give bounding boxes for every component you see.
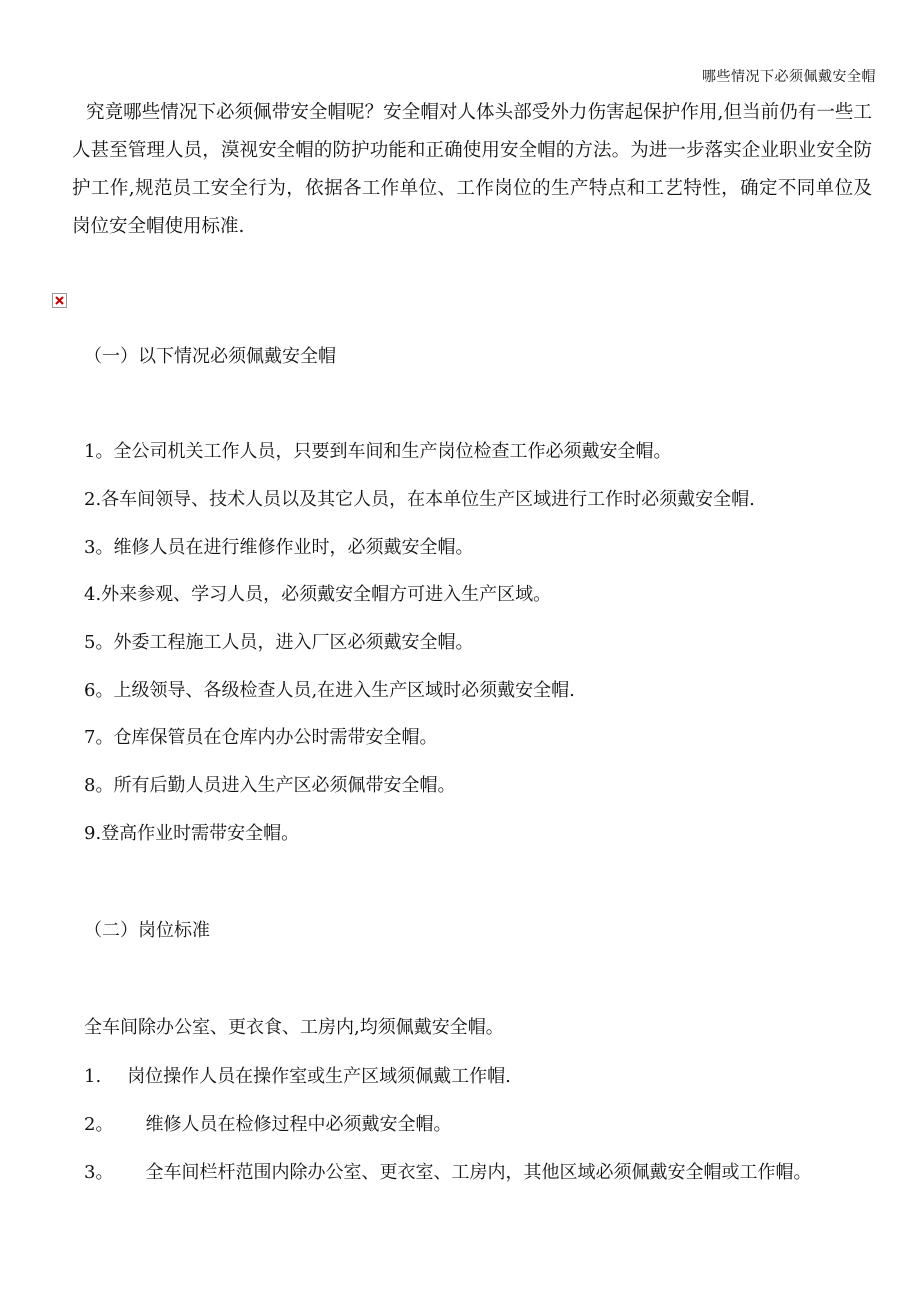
list-item: 4.外来参观、学习人员，必须戴安全帽方可进入生产区域。 [84,584,552,605]
broken-image-icon [52,293,67,308]
list-item: 7。仓库保管员在仓库内办公时需带安全帽。 [84,727,438,748]
list-item-index: 3。 [84,1162,114,1183]
section-title-1: （一）以下情况必须佩戴安全帽 [84,346,336,367]
list-item: 3。维修人员在进行维修作业时，必须戴安全帽。 [84,537,474,558]
list-item: 6。上级领导、各级检查人员,在进入生产区域时必须戴安全帽. [84,680,575,701]
list-item: 5。外委工程施工人员，进入厂区必须戴安全帽。 [84,632,474,653]
intro-paragraph: 究竟哪些情况下必须佩带安全帽呢？安全帽对人体头部受外力伤害起保护作用,但当前仍有一些工人甚至管理人员，漠视安全帽的防护功能和正确使用安全帽的方法。为进一步落实企业职业安全防护工作,规范员工安全行为，依据各工作单位、工作岗位的生产特点和工艺特性，确定不同单位及岗位安全帽使用标准. [72,102,872,237]
list-item [84,1158,811,1184]
page-header: 哪些情况下必须佩戴安全帽 [702,69,876,85]
section-lead: 全车间除办公室、更衣食、工房内,均须佩戴安全帽。 [84,1017,504,1038]
list-item-text: 维修人员在检修过程中必须戴安全帽。 [145,1114,452,1135]
section-title-2: （二）岗位标准 [84,920,210,941]
list-item [84,1110,451,1136]
list-item: 1。全公司机关工作人员，只要到车间和生产岗位检查工作必须戴安全帽。 [84,441,672,462]
list-item-text: 岗位操作人员在操作室或生产区域须佩戴工作帽. [127,1066,511,1087]
list-item: 8。所有后勤人员进入生产区必须佩带安全帽。 [84,775,456,796]
list-item-index: 1. [84,1066,102,1087]
list-item: 9.登高作业时需带安全帽。 [84,823,300,844]
list-item: 2.各车间领导、技术人员以及其它人员，在本单位生产区域进行工作时必须戴安全帽. [84,489,755,510]
list-item-index: 2。 [84,1114,114,1135]
list-item [84,1062,511,1088]
list-item-text: 全车间栏杆范围内除办公室、更衣室、工房内，其他区域必须佩戴安全帽或工作帽。 [145,1162,812,1183]
